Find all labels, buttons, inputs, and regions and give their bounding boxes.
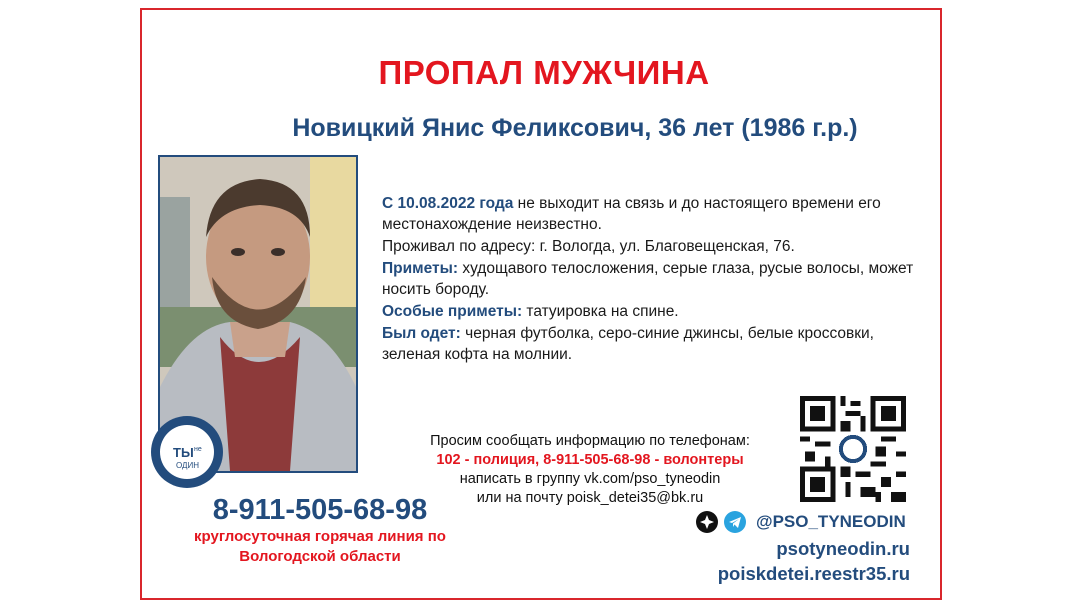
hotline-caption-2: Вологодской области [239, 548, 401, 565]
report-phones: 102 - полиция, 8-911-505-68-98 - волонтеры [436, 452, 744, 468]
website-link-1[interactable]: psotyneodin.ru [776, 538, 910, 559]
svg-text:ТЫ: ТЫ [173, 445, 194, 460]
website-link-2[interactable]: poiskdetei.reestr35.ru [717, 563, 910, 584]
svg-text:ОДИН: ОДИН [176, 461, 199, 470]
social-handle[interactable]: @PSO_TYNEODIN [756, 512, 906, 531]
vk-icon[interactable] [696, 511, 718, 533]
report-email[interactable]: или на почту poisk_detei35@bk.ru [476, 490, 704, 506]
report-line-1: Просим сообщать информацию по телефонам: [430, 433, 750, 449]
details-date: С 10.08.2022 года не выходит на связь и до настоящего времени его местонахождение неизвестно. [382, 195, 881, 233]
hotline-block [180, 493, 460, 567]
details-address: Проживал по адресу: г. Вологда, ул. Благовещенская, 76. [382, 238, 795, 255]
details-clothes: Был одет: черная футболка, серо-синие джинсы, белые кроссовки, зеленая кофта на молнии. [382, 325, 874, 363]
qr-code[interactable] [800, 396, 906, 502]
tyneodin-logo [150, 415, 224, 489]
hotline-caption-1: круглосуточная горячая линия по [194, 528, 446, 545]
hotline-phone[interactable]: 8-911-505-68-98 [212, 494, 428, 526]
poster-title: ПРОПАЛ МУЖЧИНА [378, 54, 710, 91]
missing-details [382, 193, 932, 366]
social-row [696, 508, 906, 536]
report-vk-link[interactable]: написать в группу vk.com/pso_tyneodin [459, 471, 721, 487]
svg-text:не: не [194, 446, 202, 453]
details-special: Особые приметы: татуировка на спине. [382, 303, 679, 320]
telegram-icon[interactable] [724, 511, 746, 533]
person-name: Новицкий Янис Феликсович, 36 лет (1986 г.р.) [292, 114, 858, 142]
details-signs: Приметы: худощавого телосложения, серые глаза, русые волосы, может носить бороду. [382, 260, 914, 298]
